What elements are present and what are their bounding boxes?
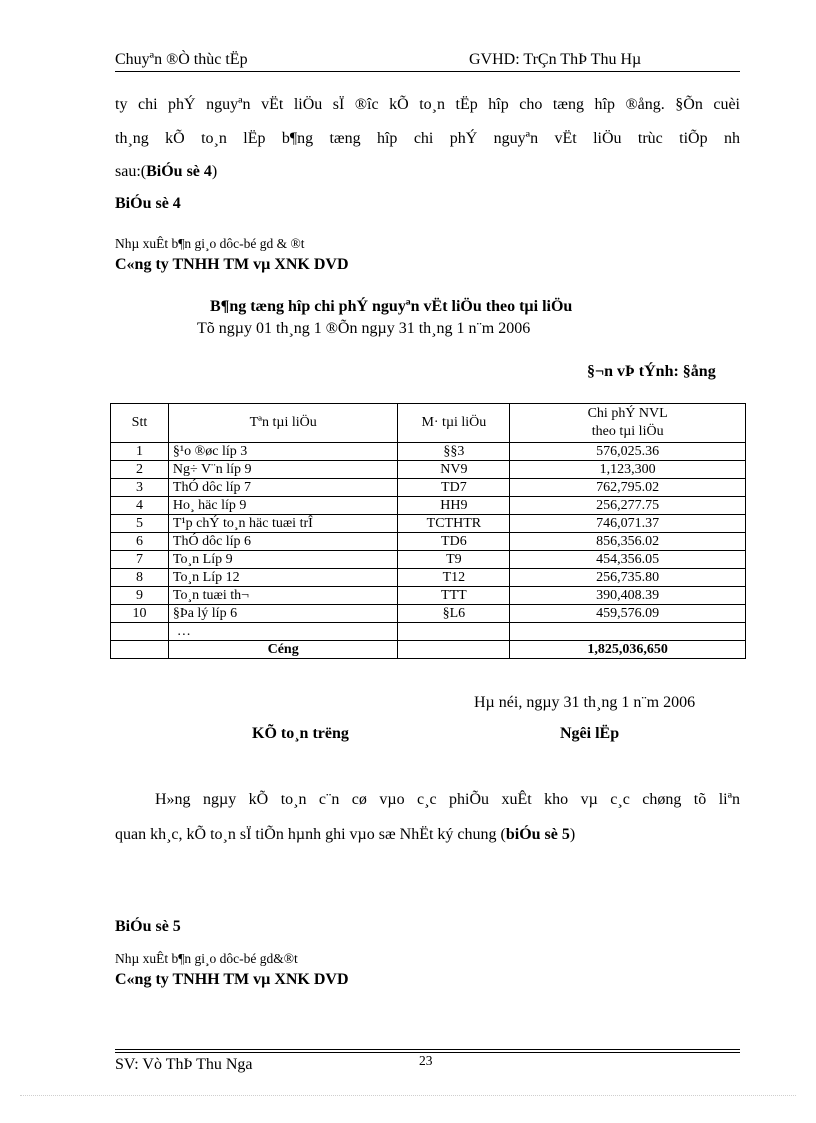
cell-code: TD7 (398, 479, 510, 497)
cell-stt: 5 (111, 515, 169, 533)
footer-author: SV: Vò ThÞ Thu Nga (115, 1056, 253, 1073)
table-ellipsis-row (111, 623, 746, 641)
cell-name: ThÓ dôc líp 6 (168, 533, 398, 551)
signature-date: Hµ néi, ngµy 31 th¸ng 1 n¨m 2006 (474, 694, 696, 711)
cell-name: To¸n tuæi th¬ (168, 587, 398, 605)
para2-line-2-prefix: quan kh¸c, kÕ to¸n sÏ tiÕn hµnh ghi vµo sæ NhËt ký chung ( (115, 826, 506, 843)
cell-stt: 2 (111, 461, 169, 479)
col-header-code: M· tµi liÖu (398, 404, 510, 443)
cell-name: Ho¸ häc líp 9 (168, 497, 398, 515)
header-title: Chuyªn ®Ò thùc tËp (115, 51, 248, 68)
signature-preparer: Ngêi lËp (560, 725, 620, 742)
para2-line-2-suffix: ) (569, 826, 576, 843)
total-label: Céng (168, 641, 398, 659)
table-row (111, 497, 746, 515)
cell-stt: 1 (111, 443, 169, 461)
cell-cost: 856,356.02 (510, 533, 746, 551)
cell-ellipsis: … (168, 623, 398, 641)
col-header-cost-line1: Chi phÝ NVL (587, 406, 668, 421)
form4-unit: §¬n vÞ tÝnh: §ång (587, 363, 716, 380)
form4-label: BiÓu sè 4 (115, 195, 181, 212)
table-row (111, 551, 746, 569)
form4-company: C«ng ty TNHH TM vµ XNK DVD (115, 256, 349, 273)
table-header-row (111, 404, 746, 443)
page-edge (20, 1095, 796, 1096)
cost-table (110, 403, 746, 659)
cell-name: ThÓ dôc líp 7 (168, 479, 398, 497)
cell-cost: 454,356.05 (510, 551, 746, 569)
para2-line-1: H»ng ngµy kÕ to¸n c¨n cø vµo c¸c phiÕu xuÊt kho vµ c¸c chøng tõ liªn (155, 791, 740, 808)
cell-cost: 390,408.39 (510, 587, 746, 605)
cell-code: NV9 (398, 461, 510, 479)
cell-cost (510, 623, 746, 641)
form4-title: B¶ng tæng hîp chi phÝ nguyªn vËt liÖu theo tµi liÖu (210, 298, 573, 315)
col-header-cost (510, 404, 746, 443)
intro-line-1: ty chi phÝ nguyªn vËt liÖu sÏ ®îc kÕ to¸n tËp hîp cho tæng hîp ®ång. §Õn cuèi (115, 96, 740, 113)
cell-stt: 6 (111, 533, 169, 551)
table-row (111, 479, 746, 497)
cell-cost: 459,576.09 (510, 605, 746, 623)
table-row (111, 461, 746, 479)
table-row (111, 605, 746, 623)
cell-code: TCTHTR (398, 515, 510, 533)
table-row (111, 533, 746, 551)
cell-stt: 9 (111, 587, 169, 605)
para2-line-2-ref: biÓu sè 5 (505, 826, 570, 843)
cell-name: §Þa lý líp 6 (168, 605, 398, 623)
cell-code: T12 (398, 569, 510, 587)
col-header-cost-line2: theo tµi liÖu (591, 424, 664, 439)
intro-line-3-suffix: ) (211, 163, 218, 180)
cell-cost: 762,795.02 (510, 479, 746, 497)
cell-stt: 3 (111, 479, 169, 497)
cell-name: Ng÷ V¨n líp 9 (168, 461, 398, 479)
cell-stt (111, 641, 169, 659)
cell-stt: 8 (111, 569, 169, 587)
cell-cost: 256,277.75 (510, 497, 746, 515)
cell-code: §§3 (398, 443, 510, 461)
form4-period: Tõ ngµy 01 th¸ng 1 ®Õn ngµy 31 th¸ng 1 n¨m 2006 (197, 320, 531, 337)
table-row (111, 587, 746, 605)
col-header-name: Tªn tµi liÖu (168, 404, 398, 443)
page-number: 23 (419, 1053, 433, 1068)
cell-stt (111, 623, 169, 641)
cell-stt: 4 (111, 497, 169, 515)
cell-name: T¹p chÝ to¸n häc tuæi trÎ (168, 515, 398, 533)
cell-stt: 10 (111, 605, 169, 623)
col-header-stt: Stt (111, 404, 169, 443)
intro-line-2: th¸ng kÕ to¸n lËp b¶ng tæng hîp chi phÝ nguyªn vËt liÖu trùc tiÕp nh (115, 130, 740, 147)
cell-code: TD6 (398, 533, 510, 551)
cell-code: §L6 (398, 605, 510, 623)
form4-publisher: Nhµ xuÊt b¶n gi¸o dôc-bé gd & ®t (115, 236, 305, 251)
total-value: 1,825,036,650 (510, 641, 746, 659)
form5-company: C«ng ty TNHH TM vµ XNK DVD (115, 971, 349, 988)
cell-stt: 7 (111, 551, 169, 569)
footer-rule (115, 1049, 740, 1050)
cell-name: §¹o ®øc líp 3 (168, 443, 398, 461)
header-rule (115, 71, 740, 72)
intro-line-3-ref: BiÓu sè 4 (146, 163, 212, 180)
cell-name: To¸n Líp 12 (168, 569, 398, 587)
cell-code: T9 (398, 551, 510, 569)
cell-name: To¸n Líp 9 (168, 551, 398, 569)
table-row (111, 515, 746, 533)
form5-publisher: Nhµ xuÊt b¶n gi¸o dôc-bé gd&®t (115, 951, 298, 966)
form5-label: BiÓu sè 5 (115, 918, 181, 935)
table-total-row (111, 641, 746, 659)
cell-code: TTT (398, 587, 510, 605)
intro-line-3-prefix: sau:( (115, 163, 147, 180)
intro-line-3 (115, 163, 217, 181)
cell-cost: 256,735.80 (510, 569, 746, 587)
para2-line-2 (115, 826, 575, 844)
cell-code (398, 641, 510, 659)
signature-accountant: KÕ to¸n trëng (252, 725, 349, 742)
cell-cost: 576,025.36 (510, 443, 746, 461)
cell-code (398, 623, 510, 641)
cell-cost: 1,123,300 (510, 461, 746, 479)
header-advisor: GVHD: TrÇn ThÞ Thu Hµ (469, 51, 642, 68)
table-row (111, 443, 746, 461)
cell-code: HH9 (398, 497, 510, 515)
cell-cost: 746,071.37 (510, 515, 746, 533)
table-row (111, 569, 746, 587)
